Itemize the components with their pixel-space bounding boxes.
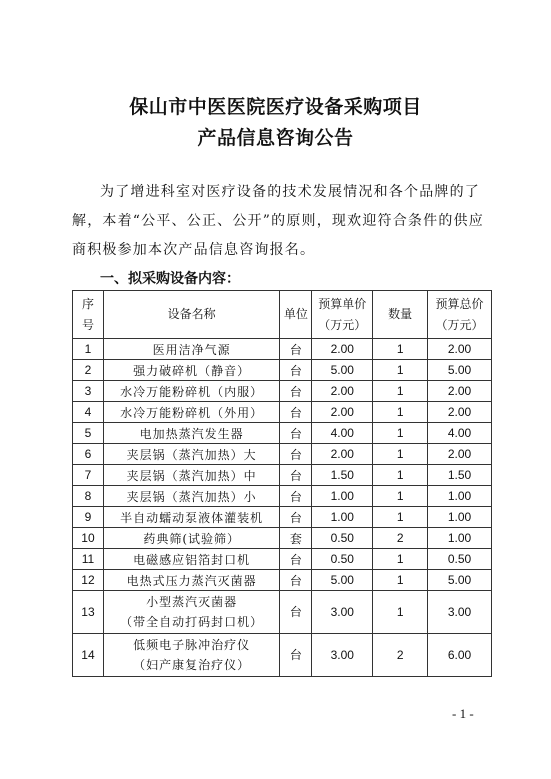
cell-seq: 10 — [73, 528, 104, 549]
cell-qty: 1 — [373, 339, 428, 360]
cell-name: 医用洁净气源 — [103, 339, 280, 360]
table-row — [73, 402, 492, 423]
cell-unit: 台 — [280, 381, 312, 402]
table-row — [73, 339, 492, 360]
table-row — [73, 549, 492, 570]
cell-qty: 2 — [373, 634, 428, 677]
cell-unit: 台 — [280, 465, 312, 486]
cell-total: 6.00 — [428, 634, 492, 677]
header-name: 设备名称 — [103, 291, 280, 339]
cell-qty: 1 — [373, 423, 428, 444]
cell-price: 5.00 — [312, 570, 373, 591]
cell-seq: 2 — [73, 360, 104, 381]
cell-unit: 套 — [280, 528, 312, 549]
cell-name: 水冷万能粉碎机（内服） — [103, 381, 280, 402]
cell-unit: 台 — [280, 444, 312, 465]
cell-price: 1.00 — [312, 507, 373, 528]
cell-unit: 台 — [280, 570, 312, 591]
cell-seq: 9 — [73, 507, 104, 528]
cell-qty: 2 — [373, 528, 428, 549]
page-number: - 1 - — [452, 706, 474, 721]
cell-unit: 台 — [280, 423, 312, 444]
section-heading: 一、拟采购设备内容： — [100, 271, 240, 287]
cell-name: 药典筛(试验筛） — [103, 528, 280, 549]
cell-total: 3.00 — [428, 591, 492, 634]
cell-price: 2.00 — [312, 444, 373, 465]
cell-price: 0.50 — [312, 549, 373, 570]
table-row — [73, 381, 492, 402]
cell-total: 0.50 — [428, 549, 492, 570]
cell-total: 5.00 — [428, 570, 492, 591]
cell-price: 2.00 — [312, 339, 373, 360]
cell-price: 2.00 — [312, 402, 373, 423]
cell-name: 夹层锅（蒸汽加热）小 — [103, 486, 280, 507]
cell-seq: 1 — [73, 339, 104, 360]
cell-unit: 台 — [280, 634, 312, 677]
cell-total: 5.00 — [428, 360, 492, 381]
header-unit: 单位 — [280, 291, 312, 339]
cell-total: 2.00 — [428, 381, 492, 402]
cell-total: 1.00 — [428, 528, 492, 549]
document-subtitle: 产品信息咨询公告 — [197, 127, 354, 149]
cell-seq: 3 — [73, 381, 104, 402]
table-row — [73, 465, 492, 486]
cell-price: 2.00 — [312, 381, 373, 402]
cell-qty: 1 — [373, 402, 428, 423]
cell-unit: 台 — [280, 591, 312, 634]
equipment-table — [72, 290, 492, 677]
cell-name: 强力破碎机（静音） — [103, 360, 280, 381]
cell-total: 2.00 — [428, 444, 492, 465]
cell-qty: 1 — [373, 591, 428, 634]
cell-qty: 1 — [373, 486, 428, 507]
intro-paragraph: 为了增进科室对医疗设备的技术发展情况和各个品牌的了解，本着“公平、公正、公开”的原则，现欢迎符合条件的供应商积极参加本次产品信息咨询报名。 — [72, 184, 484, 258]
cell-unit: 台 — [280, 486, 312, 507]
cell-name: 夹层锅（蒸汽加热）中 — [103, 465, 280, 486]
cell-price: 0.50 — [312, 528, 373, 549]
header-seq: 序 号 — [73, 291, 104, 339]
cell-name: 电热式压力蒸汽灭菌器 — [103, 570, 280, 591]
cell-name: 水冷万能粉碎机（外用） — [103, 402, 280, 423]
cell-name: 低频电子脉冲治疗仪 （妇产康复治疗仪） — [103, 634, 280, 677]
table-row — [73, 360, 492, 381]
cell-price: 1.50 — [312, 465, 373, 486]
document-title: 保山市中医医院医疗设备采购项目 — [129, 96, 422, 118]
table-header-row — [73, 291, 492, 339]
cell-qty: 1 — [373, 570, 428, 591]
cell-qty: 1 — [373, 381, 428, 402]
header-budget-total: 预算总价 （万元） — [428, 291, 492, 339]
cell-name: 电加热蒸汽发生器 — [103, 423, 280, 444]
cell-qty: 1 — [373, 360, 428, 381]
cell-name: 电磁感应铝箔封口机 — [103, 549, 280, 570]
cell-seq: 5 — [73, 423, 104, 444]
cell-unit: 台 — [280, 402, 312, 423]
cell-qty: 1 — [373, 465, 428, 486]
cell-unit: 台 — [280, 549, 312, 570]
cell-name: 半自动蠕动泵液体灌装机 — [103, 507, 280, 528]
table-row — [73, 444, 492, 465]
cell-unit: 台 — [280, 360, 312, 381]
table-row — [73, 486, 492, 507]
table-row — [73, 507, 492, 528]
cell-total: 1.50 — [428, 465, 492, 486]
cell-price: 1.00 — [312, 486, 373, 507]
cell-total: 1.00 — [428, 486, 492, 507]
cell-seq: 8 — [73, 486, 104, 507]
cell-total: 4.00 — [428, 423, 492, 444]
cell-seq: 6 — [73, 444, 104, 465]
cell-qty: 1 — [373, 549, 428, 570]
cell-price: 3.00 — [312, 634, 373, 677]
cell-total: 1.00 — [428, 507, 492, 528]
cell-seq: 4 — [73, 402, 104, 423]
cell-unit: 台 — [280, 507, 312, 528]
cell-name: 夹层锅（蒸汽加热）大 — [103, 444, 280, 465]
header-budget-unit: 预算单价 （万元） — [312, 291, 373, 339]
table-row — [73, 570, 492, 591]
table-row — [73, 591, 492, 634]
cell-seq: 13 — [73, 591, 104, 634]
cell-unit: 台 — [280, 339, 312, 360]
cell-name: 小型蒸汽灭菌器 （带全自动打码封口机） — [103, 591, 280, 634]
cell-total: 2.00 — [428, 339, 492, 360]
cell-seq: 7 — [73, 465, 104, 486]
header-quantity: 数量 — [373, 291, 428, 339]
table-row — [73, 423, 492, 444]
cell-seq: 12 — [73, 570, 104, 591]
cell-price: 3.00 — [312, 591, 373, 634]
cell-qty: 1 — [373, 444, 428, 465]
cell-qty: 1 — [373, 507, 428, 528]
cell-price: 4.00 — [312, 423, 373, 444]
cell-total: 2.00 — [428, 402, 492, 423]
cell-seq: 11 — [73, 549, 104, 570]
table-row — [73, 528, 492, 549]
cell-seq: 14 — [73, 634, 104, 677]
cell-price: 5.00 — [312, 360, 373, 381]
table-row — [73, 634, 492, 677]
